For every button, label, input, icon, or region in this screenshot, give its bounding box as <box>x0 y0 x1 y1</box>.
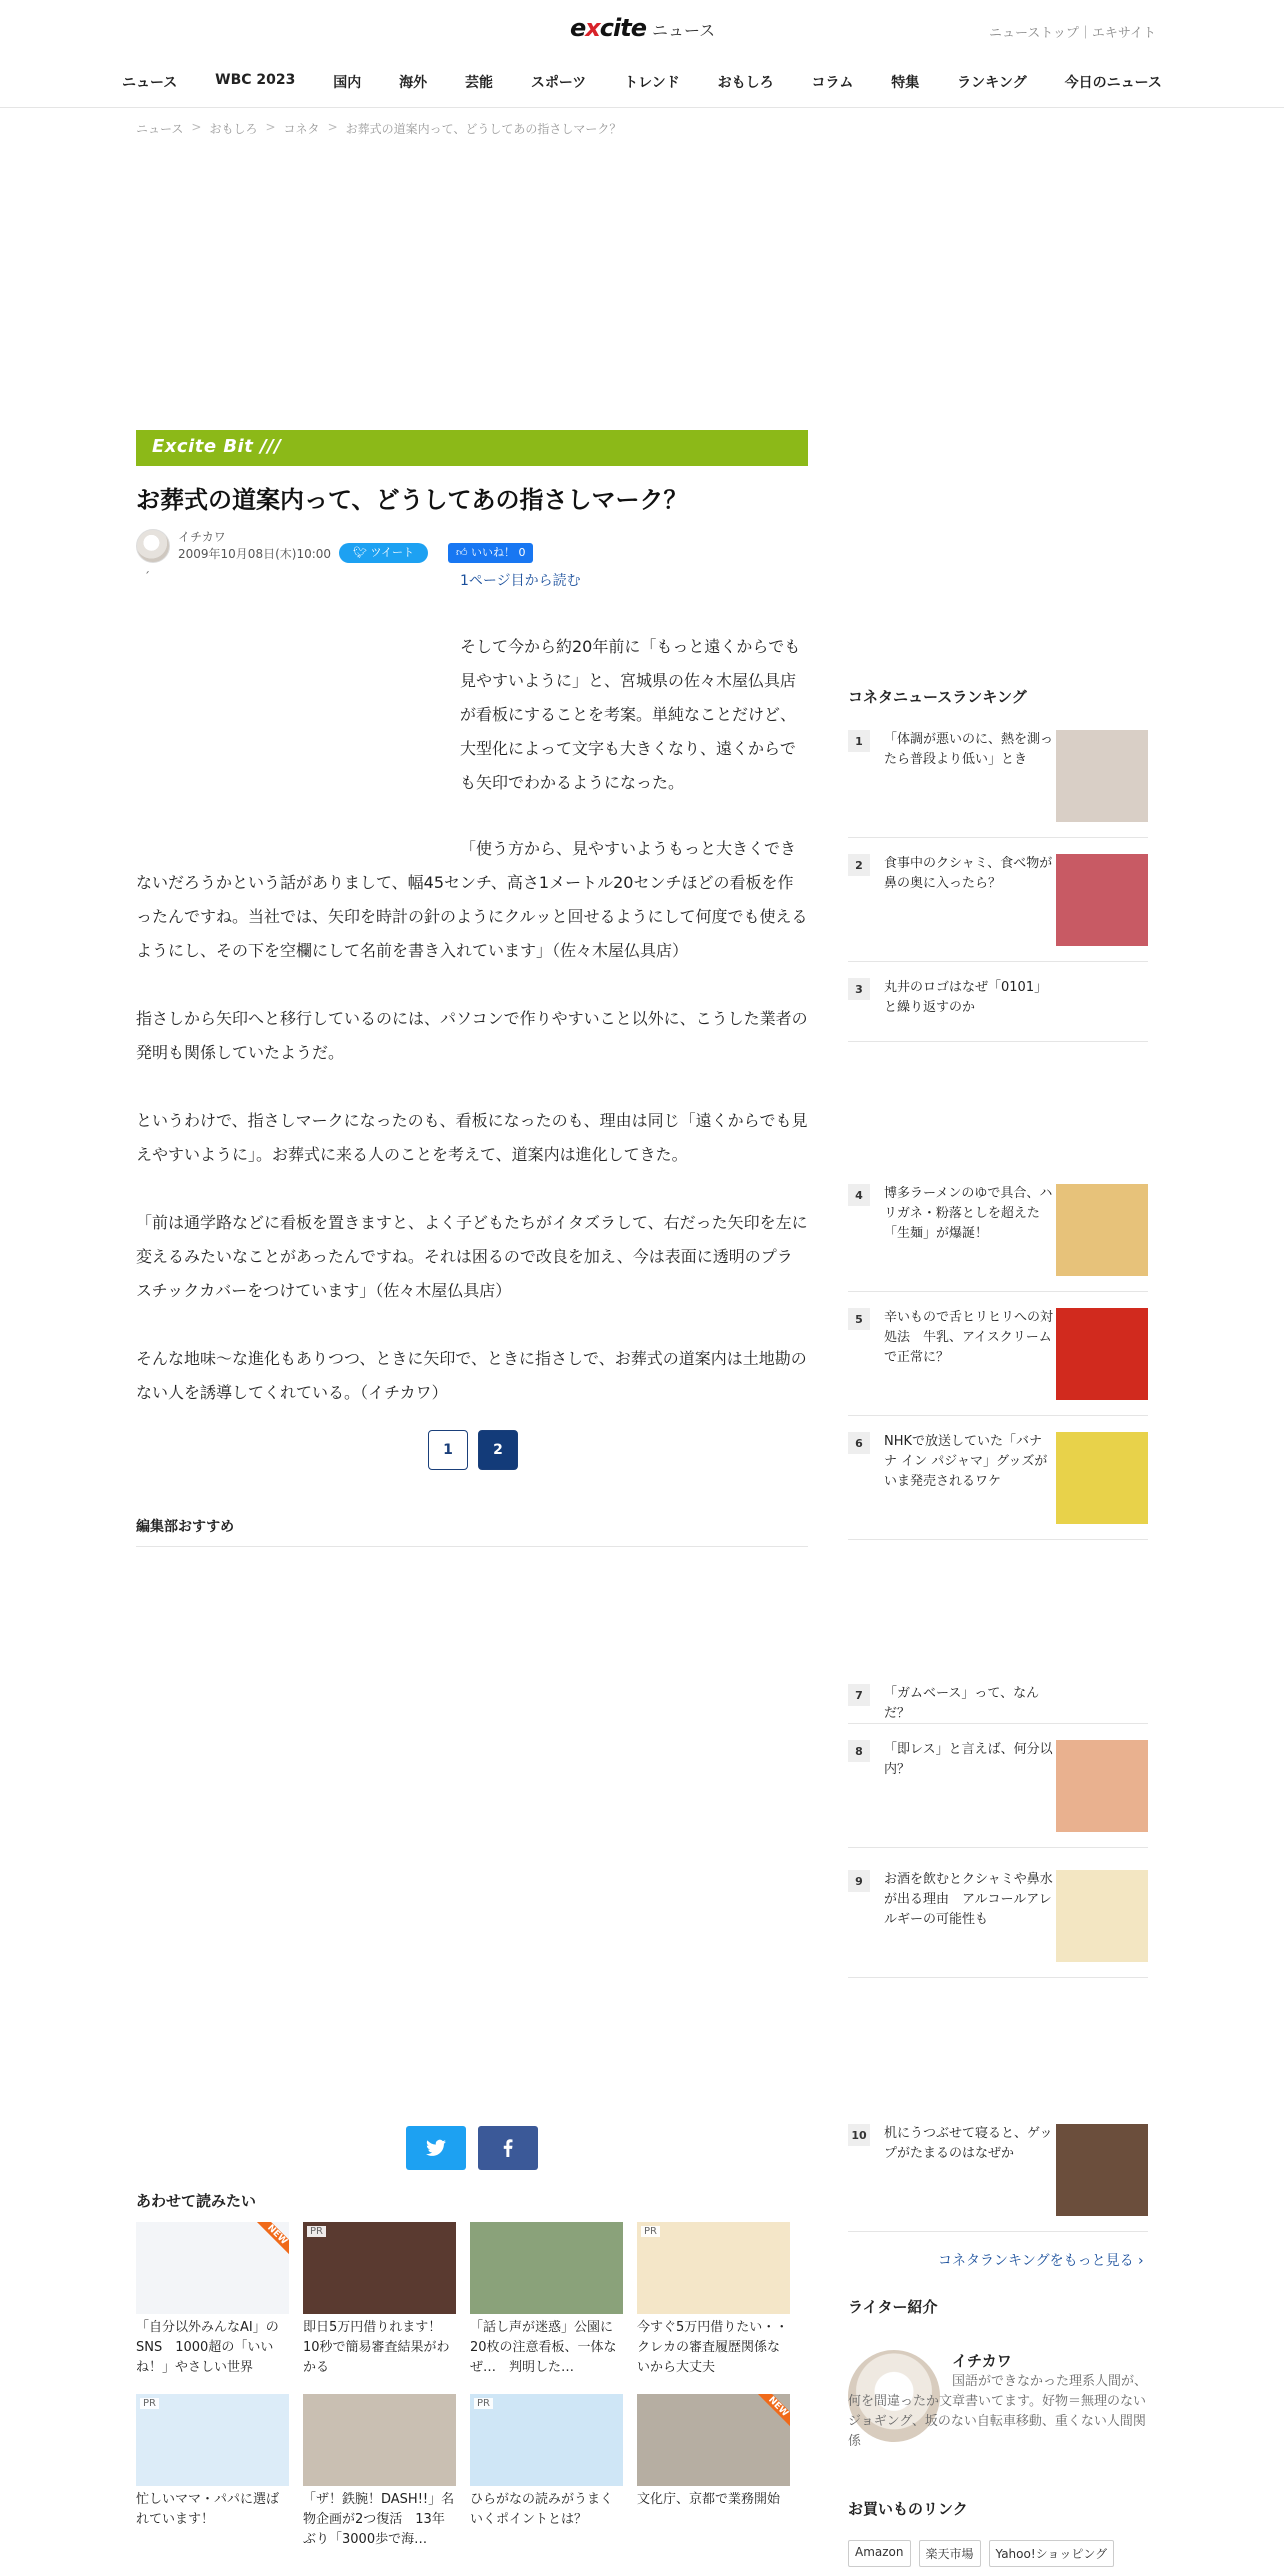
ranking-item[interactable] <box>848 1308 1148 1416</box>
article-paragraph: 「前は通学路などに看板を置きますと、よく子どもたちがイタズラして、右だった矢印を左に変えるみたいなことがあったんですね。それは困るので改良を加え、今は表面に透明のプラスチックカバーをつけています」（佐々木屋仏具店） <box>136 1212 808 1300</box>
writer-bio: 国語ができなかった理系人間が、何を間違ったか文章書いてます。好物＝無理のないジョギング、坂のない自転車移動、重くない人間関係 <box>848 2374 1148 2449</box>
nav-item-domestic[interactable]: 国内 <box>333 75 362 91</box>
pr-badge: PR <box>307 2226 326 2237</box>
writer-name[interactable]: イチカワ <box>952 2352 1012 2370</box>
related-article-card[interactable] <box>136 2222 289 2378</box>
ranking-thumbnail[interactable] <box>1056 1740 1148 1832</box>
publish-date: 2009年10月08日(木)10:00 <box>178 546 332 561</box>
related-article-title[interactable]: 「自分以外みんなAI」のSNS 1000超の「いいね！」やさしい世界 <box>136 2320 279 2375</box>
ranking-number: 10 <box>848 2124 870 2146</box>
article-paragraph: というわけで、指さしマークになったのも、看板になったのも、理由は同じ「遠くからでも見えやすいように」。お葬式に来る人のことを考えて、道案内は進化してきた。 <box>136 1110 808 1164</box>
ranking-number: 6 <box>848 1432 870 1454</box>
nav-item-sports[interactable]: スポーツ <box>530 75 587 91</box>
shopping-links <box>848 2540 1114 2567</box>
ranking-title[interactable]: 「体調が悪いのに、熱を測ったら普段より低い」とき <box>884 732 1054 767</box>
writer-heading: ライター紹介 <box>848 2298 938 2316</box>
page-2-button[interactable]: 2 <box>478 1430 518 1470</box>
ranking-number: 3 <box>848 978 870 1000</box>
breadcrumb-separator: > <box>265 120 276 134</box>
twitter-icon <box>426 2139 446 2157</box>
facebook-icon <box>503 2139 513 2157</box>
new-badge: NEW <box>252 2222 289 2260</box>
nav-item-overseas[interactable]: 海外 <box>399 75 428 91</box>
ranking-item[interactable] <box>848 1684 1148 1724</box>
ranking-thumbnail[interactable] <box>1056 730 1148 822</box>
ranking-item[interactable] <box>848 1184 1148 1292</box>
related-article-title[interactable]: 即日5万円借りれます！10秒で簡易審査結果がわかる <box>303 2320 450 2375</box>
related-articles-grid <box>136 2222 808 2550</box>
ranking-number: 7 <box>848 1684 870 1706</box>
excite-bit-banner[interactable]: Excite Bit /// <box>136 430 808 466</box>
page-1-button[interactable]: 1 <box>428 1430 468 1470</box>
ranking-title[interactable]: お酒を飲むとクシャミや鼻水が出る理由 アルコールアレルギーの可能性も <box>884 1872 1053 1927</box>
breadcrumb-separator: > <box>327 120 338 134</box>
ranking-item[interactable] <box>848 1870 1148 1978</box>
related-article-thumbnail[interactable] <box>637 2222 790 2314</box>
related-article-thumbnail[interactable] <box>470 2394 623 2486</box>
ranking-thumbnail[interactable] <box>1056 2124 1148 2216</box>
ranking-thumbnail[interactable] <box>1056 1184 1148 1276</box>
ranking-item[interactable] <box>848 1740 1148 1848</box>
more-ranking-link[interactable]: コネタランキングをもっと見る › <box>938 2253 1144 2269</box>
author-avatar[interactable] <box>136 529 170 563</box>
ranking-item[interactable] <box>848 978 1148 1042</box>
breadcrumb-separator: > <box>191 120 202 134</box>
new-badge: NEW <box>753 2394 790 2432</box>
related-article-title[interactable]: 「ザ！鉄腕！DASH!!」名物企画が2つ復活 13年ぶり「3000歩で海… <box>303 2492 455 2547</box>
logo-mark: excite <box>570 14 646 42</box>
tweet-button[interactable]: 🐦︎ ツイート <box>339 543 428 563</box>
breadcrumb-koneta[interactable]: コネタ <box>283 122 320 136</box>
amazon-link[interactable]: Amazon <box>848 2540 911 2567</box>
nav-item-entertainment[interactable]: 芸能 <box>464 75 493 91</box>
related-article-thumbnail[interactable] <box>303 2222 456 2314</box>
top-links[interactable]: ニューストップ｜エキサイト <box>988 26 1156 41</box>
related-article-title[interactable]: ひらがなの読みがうまくいくポイントとは？ <box>470 2492 614 2527</box>
nav-item-column[interactable]: コラム <box>811 75 854 91</box>
editors-pick-heading: 編集部おすすめ <box>136 1516 808 1547</box>
article-paragraph: そんな地味～な進化もありつつ、ときに矢印で、ときに指さしで、お葬式の道案内は土地勘のない人を誘導してくれている。（イチカワ） <box>136 1348 807 1402</box>
stray-mark: ´ <box>144 569 150 584</box>
related-article-title[interactable]: 文化庁、京都で業務開始 <box>637 2492 781 2507</box>
ranking-title[interactable]: 丸井のロゴはなぜ「0101」と繰り返すのか <box>884 980 1048 1015</box>
related-article-card[interactable] <box>136 2394 289 2550</box>
nav-item-news[interactable]: ニュース <box>122 75 178 91</box>
ranking-item[interactable] <box>848 2124 1148 2232</box>
related-article-card[interactable] <box>470 2394 623 2550</box>
ranking-heading: コネタニュースランキング <box>848 688 1027 706</box>
ranking-number: 2 <box>848 854 870 876</box>
article-meta <box>136 528 808 564</box>
ranking-title[interactable]: 机にうつぶせて寝ると、ゲップがたまるのはなぜか <box>884 2126 1053 2161</box>
breadcrumb-funny[interactable]: おもしろ <box>209 122 258 136</box>
ranking-title[interactable]: 食事中のクシャミ、食べ物が鼻の奥に入ったら？ <box>884 856 1053 891</box>
nav-item-feature[interactable]: 特集 <box>891 75 920 91</box>
related-article-card[interactable] <box>637 2394 790 2550</box>
related-article-card[interactable] <box>470 2222 623 2378</box>
article-paragraph: 指さしから矢印へと移行しているのには、パソコンで作りやすいこと以外に、こうした業者の発明も関係していたようだ。 <box>136 1008 808 1062</box>
article-title: お葬式の道案内って、どうしてあの指さしマーク？ <box>136 486 688 514</box>
related-article-title[interactable]: 忙しいママ・パパに選ばれています！ <box>136 2492 280 2527</box>
shopping-heading: お買いものリンク <box>848 2500 968 2518</box>
ranking-item[interactable] <box>848 730 1148 838</box>
pagination <box>428 1430 518 1470</box>
yahoo-shopping-link[interactable]: Yahoo!ショッピング <box>989 2540 1115 2567</box>
related-article-card[interactable] <box>303 2222 456 2378</box>
author-info <box>178 529 331 563</box>
read-also-heading: あわせて読みたい <box>136 2192 257 2210</box>
ranking-title[interactable]: 博多ラーメンのゆで具合、ハリガネ・粉落としを超えた「生麺」が爆誕！ <box>884 1186 1053 1241</box>
related-article-card[interactable] <box>637 2222 790 2378</box>
related-article-thumbnail[interactable] <box>136 2222 289 2314</box>
ranking-title[interactable]: 辛いもので舌ヒリヒリへの対処法 牛乳、アイスクリームで正常に？ <box>884 1310 1054 1365</box>
related-article-card[interactable] <box>303 2394 456 2550</box>
facebook-like-button[interactable]: 👍︎ いいね！ 0 <box>448 543 534 563</box>
nav-item-ranking[interactable]: ランキング <box>957 75 1027 91</box>
ranking-item[interactable] <box>848 854 1148 962</box>
ranking-title[interactable]: 「即レス」と言えば、何分以内？ <box>884 1742 1053 1777</box>
related-article-thumbnail[interactable] <box>470 2222 623 2314</box>
ranking-thumbnail[interactable] <box>1056 1308 1148 1400</box>
nav-item-wbc[interactable]: WBC 2023 <box>215 72 296 88</box>
ranking-number: 8 <box>848 1740 870 1762</box>
logo-sub: ニュース <box>651 21 716 40</box>
site-header <box>0 0 1284 108</box>
breadcrumb-news[interactable]: ニュース <box>136 122 184 136</box>
first-page-link[interactable]: 1ページ目から読む <box>460 572 581 589</box>
share-buttons <box>406 2126 538 2170</box>
pr-badge: PR <box>140 2398 159 2409</box>
ranking-number: 9 <box>848 1870 870 1892</box>
twitter-icon: 🐦︎ <box>353 545 371 559</box>
article <box>136 430 808 1458</box>
related-article-thumbnail[interactable] <box>136 2394 289 2486</box>
article-paragraph: 「使う方から、見やすいようもっと大きくできないだろうかという話がありまして、幅45センチ、高さ1メートル20センチほどの看板を作ったんですね。当社では、矢印を時計の針のようにクルッと回せるようにして何度でも使えるようにし、その下を空欄にして名前を書き入れています」（佐々木屋仏具店） <box>136 838 808 960</box>
main-nav <box>122 72 1162 92</box>
related-article-thumbnail[interactable] <box>303 2394 456 2486</box>
nav-item-funny[interactable]: おもしろ <box>717 75 774 91</box>
ranking-number: 5 <box>848 1308 870 1330</box>
pr-badge: PR <box>474 2398 493 2409</box>
ranking-number: 4 <box>848 1184 870 1206</box>
ranking-title[interactable]: NHKで放送していた「バナナ イン パジャマ」グッズがいま発売されるワケ <box>884 1434 1048 1489</box>
excite-logo[interactable] <box>570 14 715 42</box>
rakuten-link[interactable]: 楽天市場 <box>919 2540 981 2567</box>
share-facebook-button[interactable] <box>478 2126 538 2170</box>
breadcrumb <box>136 120 621 137</box>
ranking-title[interactable]: 「ガムベース」って、なんだ？ <box>884 1686 1040 1721</box>
related-article-title[interactable]: 「話し声が迷惑」公園に20枚の注意看板、一体なぜ… 判明した… <box>470 2320 617 2375</box>
ranking-number: 1 <box>848 730 870 752</box>
ranking-item[interactable] <box>848 1432 1148 1540</box>
share-twitter-button[interactable] <box>406 2126 466 2170</box>
article-paragraph: そして今から約20年前に「もっと遠くからでも見やすいように」と、宮城県の佐々木屋仏具店が看板にすることを考案。単純なことだけど、大型化によって文字も大きくなり、遠くからでも矢印でわかるようになった。 <box>460 636 801 792</box>
nav-item-today[interactable]: 今日のニュース <box>1064 75 1162 91</box>
related-article-thumbnail[interactable] <box>637 2394 790 2486</box>
ranking-thumbnail[interactable] <box>1056 854 1148 946</box>
breadcrumb-current: お葬式の道案内って、どうしてあの指さしマーク？ <box>345 122 622 136</box>
thumbs-up-icon: 👍︎ <box>455 545 471 559</box>
ranking-thumbnail[interactable] <box>1056 1432 1148 1524</box>
nav-item-trend[interactable]: トレンド <box>624 75 680 91</box>
ranking-thumbnail[interactable] <box>1056 1870 1148 1962</box>
author-name[interactable]: イチカワ <box>178 529 226 544</box>
related-article-title[interactable]: 今すぐ5万円借りたい・・クレカの審査履歴関係ないから大丈夫 <box>637 2320 789 2375</box>
pr-badge: PR <box>641 2226 660 2237</box>
